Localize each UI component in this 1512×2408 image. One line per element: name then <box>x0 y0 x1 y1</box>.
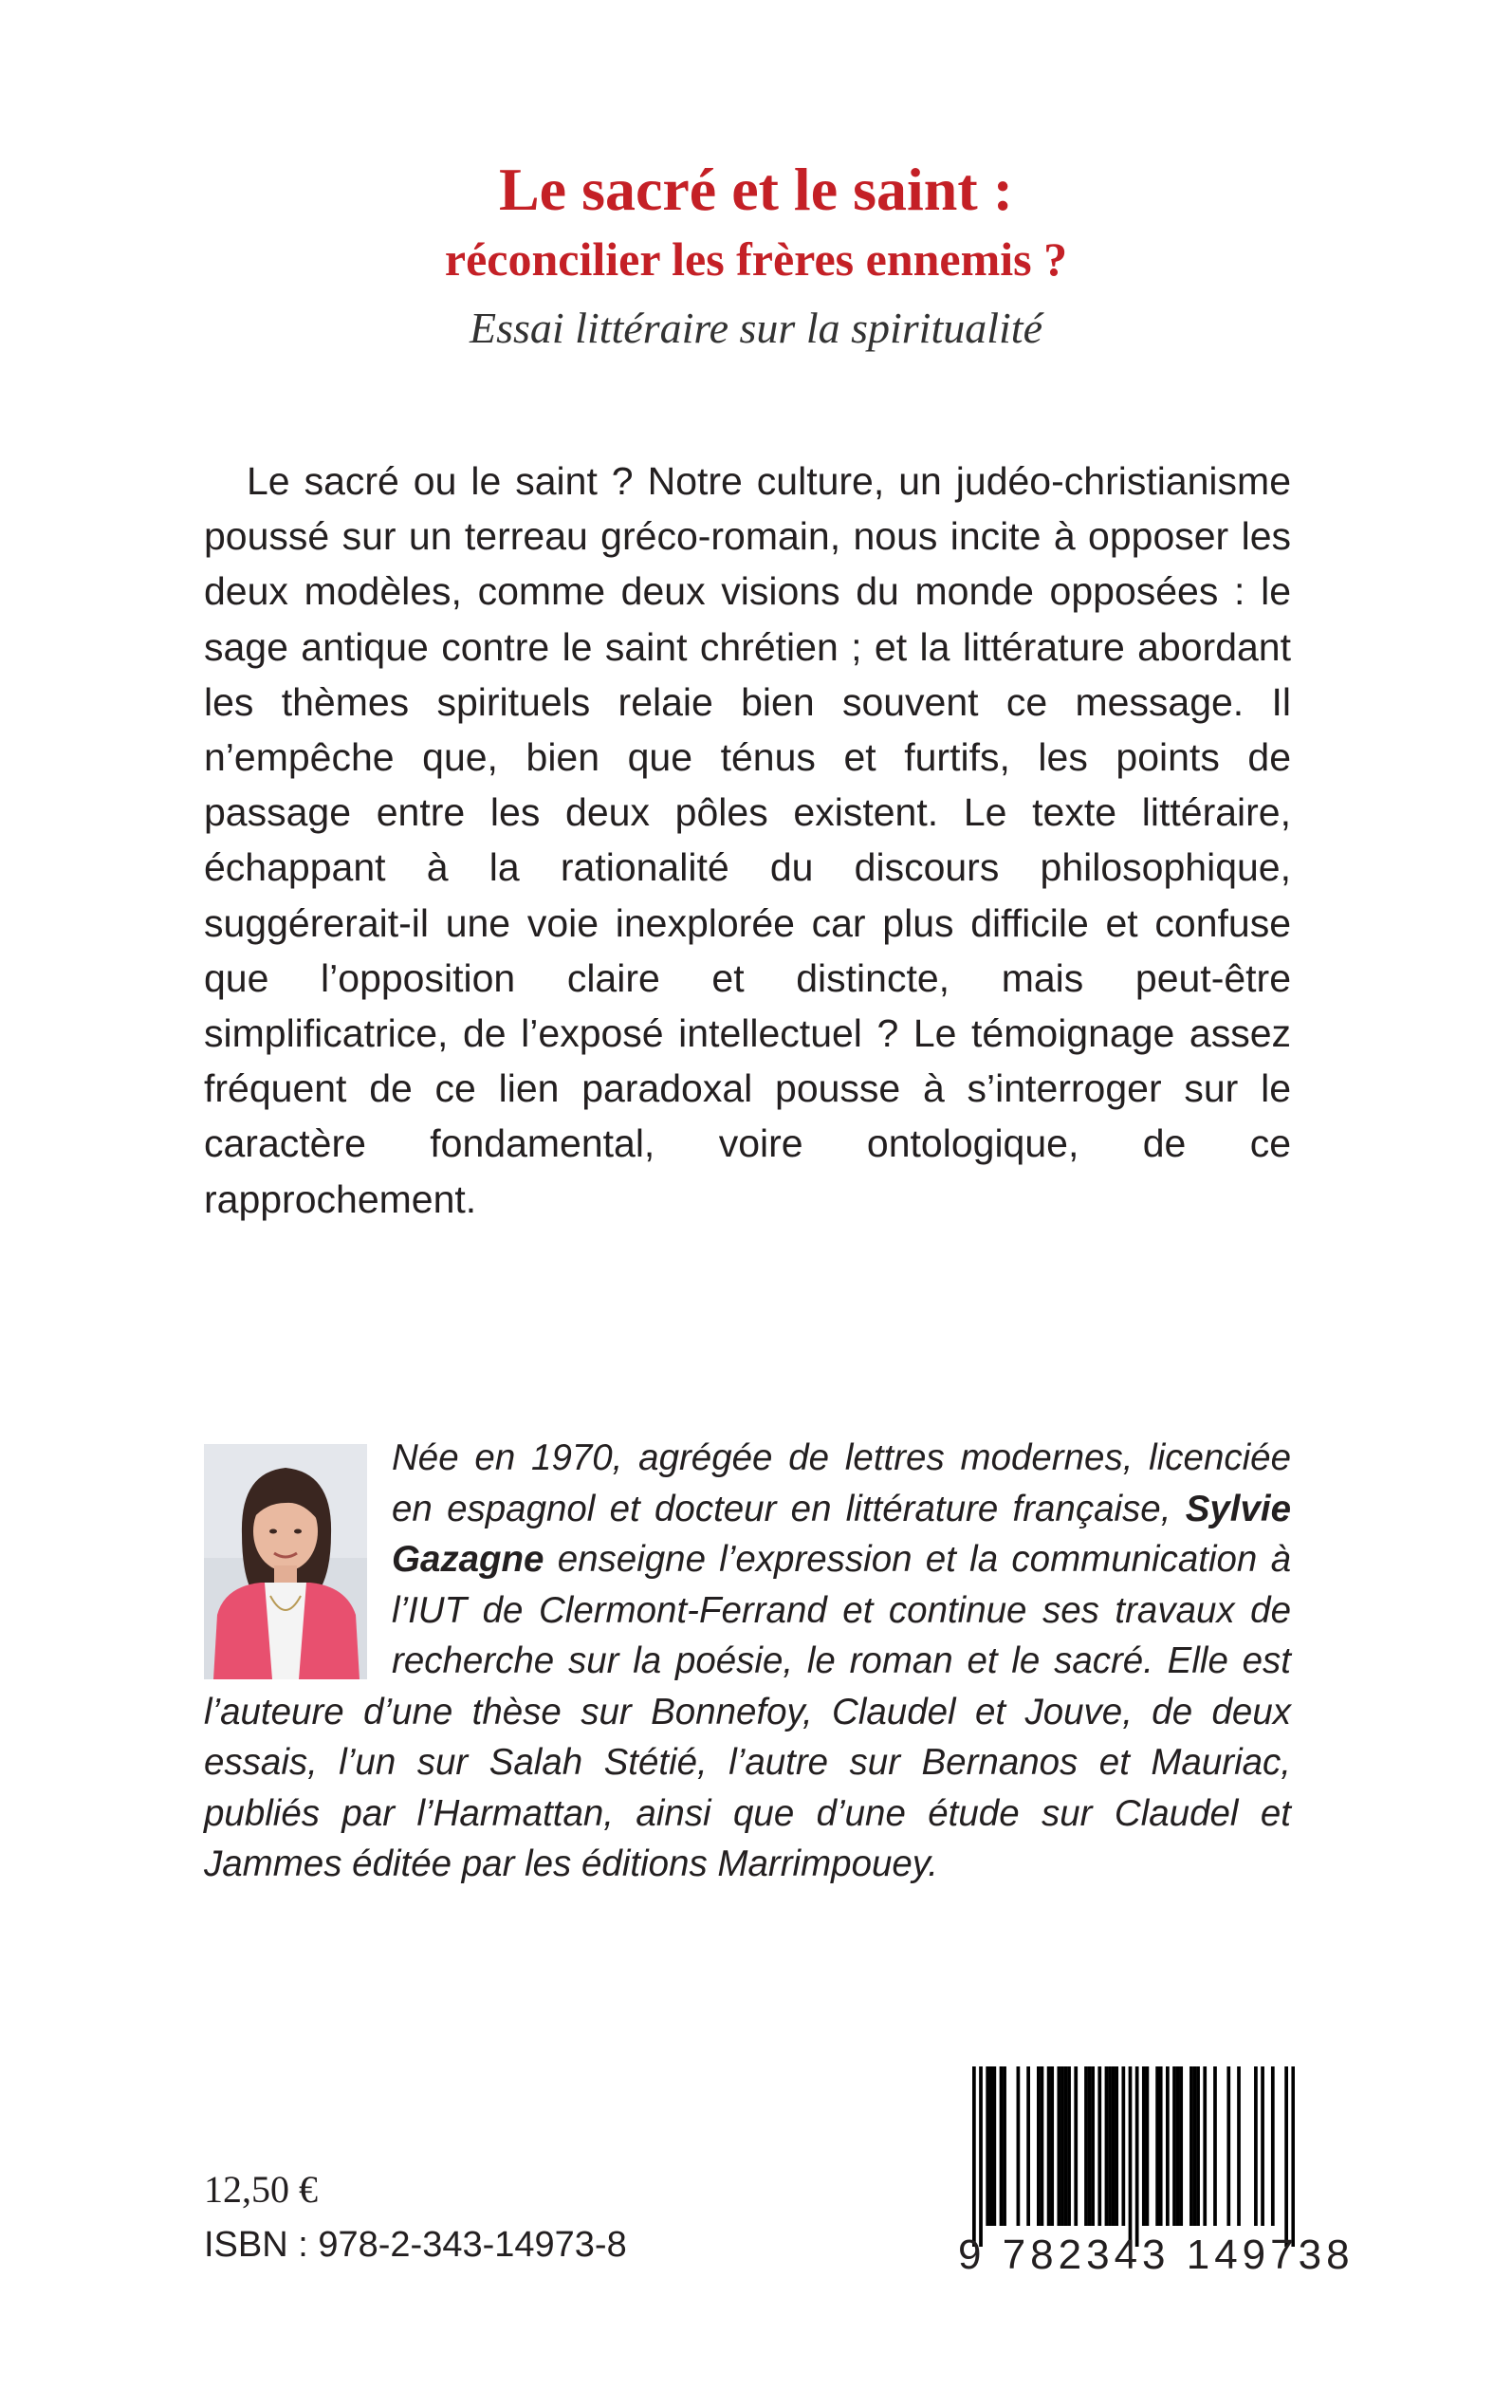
barcode-bar <box>1284 2066 1288 2247</box>
barcode-digits: 9 782343 149738 <box>958 2232 1355 2278</box>
barcode-bar <box>1237 2066 1241 2226</box>
barcode-bar <box>1097 2066 1101 2226</box>
barcode-bar <box>1000 2066 1004 2226</box>
barcode-bar <box>1026 2066 1030 2226</box>
barcode-bar <box>1176 2066 1180 2226</box>
bio-text-start: Née en 1970, agrégée de lettres modernes, licenciée en espagnol et docteur en littérature française, <box>392 1437 1291 1529</box>
barcode-bar <box>1155 2066 1159 2226</box>
barcode-bar <box>1115 2066 1118 2226</box>
barcode-bar <box>1047 2066 1051 2226</box>
summary-paragraph: Le sacré ou le saint ? Notre culture, un judéo-christianisme poussé sur un terreau gréco-romain, nous incite à opposer les deux modèles, comme deux visions du monde opposées : le sage antique contre le saint chrétien ; et la littérature abordant les thèmes spirituels relaie bien souvent ce message. Il n’empêche que, bien que ténus et furtifs, les points de passage entre les deux pôles existent. Le texte littéraire, échappant à la rationalité du discours philosophique, suggérerait-il une voie inexplorée car plus difficile et confuse que l’opposition claire et distincte, mais peut-être simplificatrice, de l’exposé intellectuel ? Le témoignage assez fréquent de ce lien paradoxal pousse à s’interroger sur le caractère fondamental, voire ontologique, de ce rapprochement. <box>204 459 1291 1221</box>
author-bio <box>204 1433 1291 1890</box>
barcode-bar <box>1112 2066 1116 2226</box>
barcode-bar <box>989 2066 993 2226</box>
barcode-bar <box>1041 2066 1044 2226</box>
barcode-bar <box>1084 2066 1088 2226</box>
book-subtitle: Essai littéraire sur la spiritualité <box>470 304 1042 352</box>
barcode-bar <box>1196 2066 1200 2226</box>
barcode-bar <box>1074 2066 1078 2226</box>
barcode-bar <box>1088 2066 1092 2226</box>
barcode-bar <box>1017 2066 1021 2226</box>
price: 12,50 € <box>204 2168 318 2211</box>
barcode-bar <box>1067 2066 1071 2226</box>
barcode-bar <box>986 2066 989 2226</box>
barcode-bar <box>1172 2066 1176 2226</box>
barcode-bar <box>1159 2066 1163 2226</box>
barcode-bar <box>1057 2066 1060 2226</box>
bio-text-end: enseigne l’expression et la communication à l’IUT de Clermont-Ferrand et continue ses travaux de recherche sur la poésie, le roman et le sacré. Elle est l’auteure d’une thèse sur Bonnefoy, Claudel et Jouve, de deux essais, l’un sur Salah Stétié, l’autre sur Bernanos et Mauriac, publiés par l’Harmattan, ainsi que d’une étude sur Claudel et Jammes éditée par les éditions Marrimpouey. <box>204 1539 1291 1884</box>
barcode-bar <box>1037 2066 1041 2226</box>
barcode-bar <box>972 2066 976 2247</box>
barcode-bar <box>1146 2066 1150 2226</box>
barcode-bar <box>1142 2066 1146 2226</box>
barcode-bar <box>1121 2066 1125 2226</box>
barcode-bar <box>1050 2066 1054 2226</box>
barcode-bar <box>1226 2066 1230 2226</box>
barcode-bar <box>979 2066 983 2247</box>
barcode-bar <box>1213 2066 1217 2226</box>
barcode-bar <box>1129 2066 1133 2247</box>
barcode-bar <box>1254 2066 1258 2226</box>
barcode-bar <box>992 2066 996 2226</box>
barcode-bar <box>1135 2066 1139 2247</box>
barcode-bar <box>1193 2066 1197 2226</box>
barcode-bar <box>1108 2066 1112 2226</box>
author-name: Sylvie Gazagne <box>392 1488 1291 1580</box>
barcode-bar <box>1261 2066 1264 2226</box>
barcode-bar <box>1166 2066 1170 2226</box>
isbn: ISBN : 978-2-343-14973-8 <box>204 2225 627 2265</box>
book-title: Le sacré et le saint : <box>498 156 1014 223</box>
barcode-bar <box>1003 2066 1006 2226</box>
barcode-bar <box>1291 2066 1295 2247</box>
barcode-bar <box>1189 2066 1193 2226</box>
barcode-bar <box>1064 2066 1068 2226</box>
barcode-bar <box>1060 2066 1064 2226</box>
barcode <box>972 2066 1295 2247</box>
barcode-bar <box>1203 2066 1207 2226</box>
author-photo <box>204 1444 367 1679</box>
book-title-line-2: réconcilier les frères ennemis ? <box>444 232 1068 286</box>
barcode-bar <box>1091 2066 1095 2226</box>
barcode-bar <box>1105 2066 1109 2226</box>
barcode-bar <box>1179 2066 1183 2226</box>
barcode-bar <box>1271 2066 1275 2226</box>
title-block <box>0 152 1512 362</box>
